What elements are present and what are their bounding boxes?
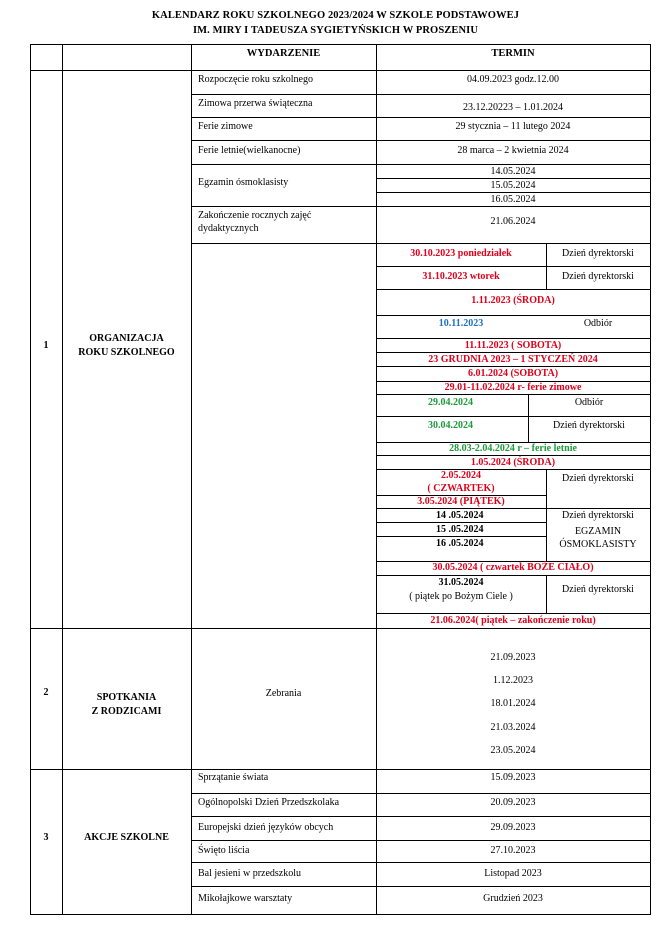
calendar-date: 6.01.2024 (SOBOTA) bbox=[467, 368, 559, 379]
event-date: 14.05.2024 bbox=[490, 166, 536, 177]
calendar-date: 30.04.2024 bbox=[428, 420, 473, 431]
calendar-note: Dzień dyrektorski bbox=[562, 248, 634, 259]
event-label: Europejski dzień języków obcych bbox=[198, 822, 334, 833]
calendar-note: Odbiór bbox=[583, 318, 613, 329]
section-name: ROKU SZKOLNEGO bbox=[78, 347, 175, 358]
calendar-note: Dzień dyrektorski bbox=[562, 473, 634, 484]
calendar-note: Dzień dyrektorski bbox=[553, 420, 625, 431]
event-label: Mikołajkowe warsztaty bbox=[198, 893, 293, 904]
event-date: Listopad 2023 bbox=[484, 868, 542, 879]
section-number: 2 bbox=[43, 687, 49, 698]
calendar-note: Dzień dyrektorski bbox=[562, 584, 634, 595]
calendar-date: 3.05.2024 (PIĄTEK) bbox=[417, 496, 505, 507]
event-label: Zebrania bbox=[265, 688, 302, 699]
calendar-date: ( CZWARTEK) bbox=[427, 483, 495, 494]
event-label: dydaktycznych bbox=[198, 223, 259, 234]
event-date: 04.09.2023 godz.12.00 bbox=[467, 74, 559, 85]
event-label: Rozpoczęcie roku szkolnego bbox=[198, 74, 313, 85]
calendar-date: 2.05.2024 bbox=[441, 470, 481, 481]
event-label: Ferie letnie(wielkanocne) bbox=[198, 145, 301, 156]
event-date: 28 marca – 2 kwietnia 2024 bbox=[457, 145, 569, 156]
calendar-note: ÓSMOKLASISTY bbox=[559, 539, 637, 550]
section-name: SPOTKANIA bbox=[96, 692, 157, 703]
event-date: 29 stycznia – 11 lutego 2024 bbox=[455, 121, 571, 132]
section-number: 1 bbox=[43, 340, 49, 351]
event-label: Święto liścia bbox=[198, 845, 250, 856]
event-date: 18.01.2024 bbox=[490, 698, 536, 709]
calendar-date: ( piątek po Bożym Ciele ) bbox=[409, 591, 513, 602]
calendar-date: 11.11.2023 ( SOBOTA) bbox=[464, 340, 562, 351]
event-date: Grudzień 2023 bbox=[483, 893, 543, 904]
section-number: 3 bbox=[43, 832, 49, 843]
calendar-date: 30.05.2024 ( czwartek BOŻE CIAŁO) bbox=[432, 562, 594, 573]
event-label: Bal jesieni w przedszkolu bbox=[198, 868, 302, 879]
calendar-note: EGZAMIN bbox=[574, 526, 622, 537]
calendar-note: Dzień dyrektorski bbox=[562, 510, 634, 521]
event-date: 20.09.2023 bbox=[490, 797, 536, 808]
calendar-date: 1.11.2023 (ŚRODA) bbox=[471, 295, 555, 306]
calendar-date: 14 .05.2024 bbox=[436, 510, 484, 521]
section-name: Z RODZICAMI bbox=[91, 706, 162, 717]
section-name: ORGANIZACJA bbox=[89, 333, 164, 344]
document-title-line1: KALENDARZ ROKU SZKOLNEGO 2023/2024 W SZKOLE PODSTAWOWEJ bbox=[151, 10, 520, 21]
event-date: 1.12.2023 bbox=[493, 675, 533, 686]
event-label: Ogólnopolski Dzień Przedszkolaka bbox=[198, 797, 340, 808]
event-date: 16.05.2024 bbox=[490, 194, 536, 205]
calendar-date: 23 GRUDNIA 2023 – 1 STYCZEŃ 2024 bbox=[428, 354, 598, 365]
event-date: 15.09.2023 bbox=[490, 772, 536, 783]
event-date: 23.12.20223 – 1.01.2024 bbox=[463, 102, 563, 113]
calendar-date: 1.05.2024 (ŚRODA) bbox=[470, 457, 556, 468]
calendar-note: Dzień dyrektorski bbox=[562, 271, 634, 282]
event-label: Zakończenie rocznych zajęć bbox=[198, 210, 312, 221]
event-label: Zimowa przerwa świąteczna bbox=[198, 98, 313, 109]
calendar-date: 28.03-2.04.2024 r – ferie letnie bbox=[449, 443, 577, 454]
calendar-date: 16 .05.2024 bbox=[436, 538, 484, 549]
calendar-date: 21.06.2024( piątek – zakończenie roku) bbox=[430, 615, 596, 626]
calendar-note: Odbiór bbox=[574, 397, 604, 408]
event-date: 21.09.2023 bbox=[490, 652, 536, 663]
header-date: TERMIN bbox=[491, 48, 535, 59]
calendar-date: 15 .05.2024 bbox=[436, 524, 484, 535]
event-date: 29.09.2023 bbox=[490, 822, 536, 833]
calendar-date: 10.11.2023 bbox=[438, 318, 484, 329]
calendar-date: 31.10.2023 wtorek bbox=[422, 271, 500, 282]
event-date: 23.05.2024 bbox=[490, 745, 536, 756]
event-date: 15.05.2024 bbox=[490, 180, 536, 191]
event-label: Egzamin ósmoklasisty bbox=[198, 177, 289, 188]
event-label: Ferie zimowe bbox=[198, 121, 253, 132]
calendar-date: 30.10.2023 poniedziałek bbox=[410, 248, 512, 259]
event-date: 27.10.2023 bbox=[490, 845, 536, 856]
event-label: Sprzątanie świata bbox=[198, 772, 269, 783]
document-title-line2: IM. MIRY I TADEUSZA SYGIETYŃSKICH W PROSZENIU bbox=[192, 25, 479, 36]
calendar-date: 31.05.2024 bbox=[438, 577, 484, 588]
event-date: 21.03.2024 bbox=[490, 722, 536, 733]
calendar-date: 29.04.2024 bbox=[428, 397, 473, 408]
header-event: WYDARZENIE bbox=[246, 48, 321, 59]
calendar-date: 29.01-11.02.2024 r- ferie zimowe bbox=[444, 382, 582, 393]
event-date: 21.06.2024 bbox=[490, 216, 536, 227]
section-name: AKCJE SZKOLNE bbox=[84, 832, 169, 843]
